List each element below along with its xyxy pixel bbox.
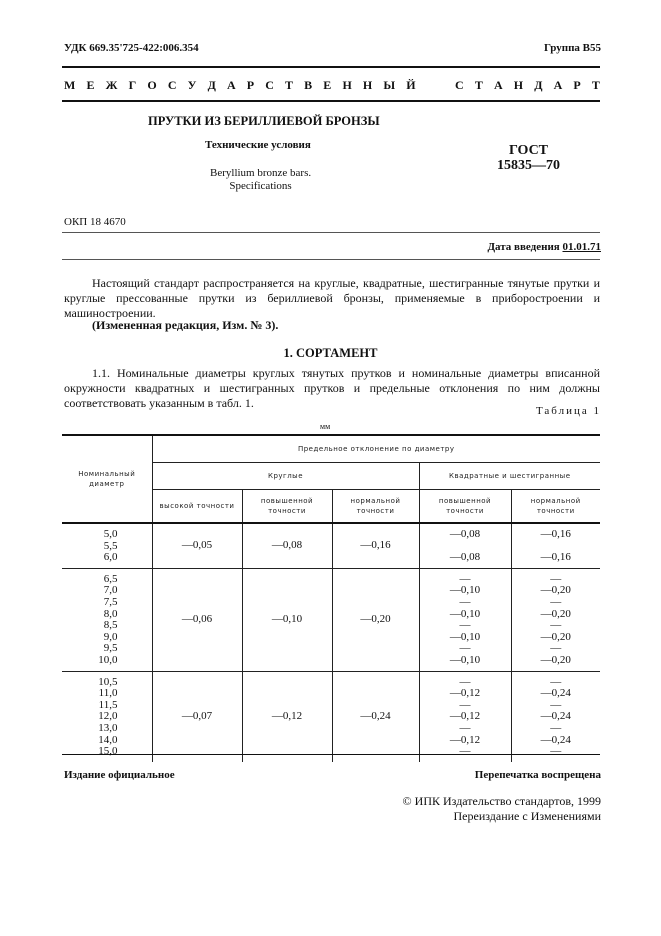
- sq-raised-deviation-value: —: [459, 572, 471, 585]
- group-code: Группа В55: [543, 42, 601, 54]
- heading-letter: С: [265, 78, 274, 92]
- header-nominal-diameter: Номинальный диаметр: [62, 435, 152, 523]
- nominal-diameter-value: 10,0: [98, 653, 118, 666]
- sq-raised-deviation-value: —0,12: [449, 687, 481, 700]
- sq-normal-deviation-value: —: [550, 721, 562, 734]
- sq-normal-deviation-value: —0,16: [540, 551, 571, 564]
- heading-letter: С: [167, 78, 177, 92]
- nominal-diameter-value: 6,0: [103, 551, 118, 564]
- heading-letter: А: [553, 78, 563, 92]
- header-sq-normal-precision: нормальной точности: [530, 496, 581, 515]
- nominal-diameter-value: 13,0: [98, 721, 118, 734]
- okp-code: ОКП 18 4670: [64, 216, 126, 228]
- heading-letter: [427, 78, 430, 93]
- heading-letter: Т: [474, 78, 483, 92]
- header-round: Круглые: [152, 462, 419, 489]
- gost-number: [497, 143, 560, 173]
- header-deviation: Предельное отклонение по диаметру: [152, 435, 600, 462]
- english-title-line1: Beryllium bronze bars.: [210, 167, 312, 179]
- heading-letter: Т: [285, 78, 294, 92]
- sq-raised-deviation-value: —: [459, 675, 471, 688]
- sq-raised-deviation-value: —: [459, 721, 471, 734]
- nominal-diameter: [62, 671, 152, 762]
- intro-paragraph: Настоящий стандарт распространяется на круглые, квадратные, шестигранные тянутые прутки и круглые прессованные прутки из бериллиевой бронзы, применяемые в приборостроении и машиностроении.: [64, 276, 600, 320]
- heading-letter: Ж: [105, 78, 118, 92]
- document-subtitle: Технические условия: [205, 139, 311, 151]
- sq-normal-deviation-value: —0,16: [540, 528, 571, 540]
- nominal-diameter-value: 8,0: [103, 607, 118, 620]
- normal-precision-deviation: —0,20: [332, 568, 419, 671]
- okp-rule: [62, 232, 600, 233]
- sq-raised-deviation-value: —: [459, 619, 471, 632]
- heading-letter: Н: [342, 78, 352, 92]
- table-unit: мм: [320, 422, 331, 431]
- sq-normal-deviation-value: —0,20: [540, 630, 571, 643]
- sq-raised-deviation-value: —: [459, 642, 471, 655]
- reissue-note: Переиздание с Изменениями: [453, 809, 601, 823]
- sq-raised-deviation: [419, 568, 511, 671]
- sq-normal-deviation-value: —0,24: [540, 733, 571, 746]
- table-row: [62, 568, 600, 671]
- heading-letter: А: [493, 78, 503, 92]
- nominal-diameter-value: 8,5: [103, 619, 118, 632]
- official-edition: Издание официальное: [64, 769, 175, 781]
- high-precision-deviation: —0,07: [152, 671, 242, 762]
- heading-letter: О: [147, 78, 157, 92]
- sq-normal-deviation: [511, 568, 600, 671]
- header-high-precision: высокой точности: [152, 489, 242, 523]
- nominal-diameter-value: 9,0: [103, 630, 118, 643]
- sq-normal-deviation-value: —0,24: [540, 687, 571, 700]
- interstate-standard-heading: [64, 78, 600, 93]
- nominal-diameter-value: 7,5: [103, 595, 118, 608]
- normal-precision-deviation: —0,16: [332, 523, 419, 568]
- table-row: [62, 523, 600, 568]
- udk-code: УДК 669.35'725-422:006.354: [64, 42, 199, 54]
- effective-date-value: 01.01.71: [562, 241, 601, 253]
- reprint-prohibited: Перепечатка воспрещена: [474, 769, 601, 781]
- sq-normal-deviation: [511, 671, 600, 762]
- english-title: [210, 167, 311, 193]
- top-rule: [62, 66, 600, 68]
- table-row: [62, 671, 600, 762]
- sq-raised-deviation-value: —0,10: [449, 630, 481, 643]
- heading-letter: А: [226, 78, 236, 92]
- nominal-diameter: [62, 523, 152, 568]
- raised-precision-deviation: —0,10: [242, 568, 332, 671]
- gost-label: ГОСТ: [508, 143, 549, 158]
- nominal-diameter-value: 12,0: [98, 710, 118, 723]
- copyright: © ИПК Издательство стандартов, 1999: [402, 794, 601, 808]
- heading-letter: [441, 78, 444, 93]
- sq-normal-deviation-value: —0,20: [540, 607, 571, 620]
- sq-raised-deviation: [419, 671, 511, 762]
- footer-rule: [62, 754, 600, 755]
- sq-normal-deviation-value: —: [550, 675, 562, 688]
- nominal-diameter-value: 11,5: [98, 698, 118, 711]
- deviation-table: [62, 434, 600, 762]
- sq-normal-deviation-value: —: [550, 572, 562, 585]
- heading-letter: М: [64, 78, 76, 92]
- copyright-block: [403, 794, 601, 824]
- header-sq-raised-precision: повышенной точности: [419, 489, 511, 523]
- sq-normal-deviation-value: —0,20: [540, 584, 571, 597]
- table-number: Таблица 1: [535, 405, 601, 417]
- nominal-diameter-value: 5,5: [103, 539, 118, 552]
- sq-normal-deviation-value: —: [550, 745, 562, 758]
- header-square-hex: Квадратные и шестигранные: [419, 462, 600, 489]
- heading-letter: В: [304, 78, 313, 92]
- sq-raised-deviation-value: —0,10: [449, 653, 481, 666]
- effective-date-label: Дата введения: [487, 241, 560, 253]
- nominal-diameter-value: 11,0: [98, 687, 118, 700]
- sq-normal-deviation-value: —: [550, 595, 562, 608]
- english-title-line2: Specifications: [229, 180, 292, 192]
- heading-letter: Е: [86, 78, 95, 92]
- heading-letter: Р: [573, 78, 581, 92]
- sq-raised-deviation: [419, 523, 511, 568]
- raised-precision-deviation: —0,08: [242, 523, 332, 568]
- sq-normal-deviation-value: —: [550, 619, 562, 632]
- heading-letter: Й: [406, 78, 416, 92]
- heading-letter: Д: [534, 78, 543, 92]
- sq-raised-deviation-value: —0,10: [449, 607, 481, 620]
- heading-letter: Т: [591, 78, 600, 92]
- sq-raised-deviation-value: —0,12: [449, 733, 481, 746]
- sq-normal-deviation-value: —0,20: [540, 653, 571, 666]
- document-title: ПРУТКИ ИЗ БЕРИЛЛИЕВОЙ БРОНЗЫ: [148, 114, 380, 128]
- normal-precision-deviation: —0,24: [332, 671, 419, 762]
- section-title: 1. СОРТАМЕНТ: [283, 346, 378, 360]
- heading-rule: [62, 100, 600, 102]
- heading-letter: С: [455, 78, 464, 92]
- nominal-diameter: [62, 568, 152, 671]
- high-precision-deviation: —0,06: [152, 568, 242, 671]
- heading-letter: Н: [513, 78, 524, 92]
- sq-normal-deviation: [511, 523, 600, 568]
- heading-letter: Н: [362, 78, 373, 92]
- effective-date: [487, 241, 601, 253]
- high-precision-deviation: —0,05: [152, 523, 242, 568]
- nominal-diameter-value: 10,5: [98, 675, 118, 688]
- sq-raised-deviation-value: —0,10: [449, 584, 481, 597]
- gost-code: 15835—70: [497, 158, 560, 173]
- amendment-note: (Измененная редакция, Изм. № 3).: [92, 318, 279, 332]
- nominal-diameter-value: 9,5: [103, 642, 118, 655]
- sq-normal-deviation-value: —0,24: [540, 710, 571, 723]
- sq-raised-deviation-value: —: [459, 595, 471, 608]
- heading-letter: Д: [207, 78, 216, 92]
- heading-letter: У: [187, 78, 197, 92]
- sq-raised-deviation-value: —: [459, 745, 471, 758]
- nominal-diameter-value: 15,0: [98, 745, 118, 758]
- sq-normal-deviation-value: —: [550, 642, 562, 655]
- heading-letter: Е: [323, 78, 332, 92]
- sq-raised-deviation-value: —: [459, 698, 471, 711]
- nominal-diameter-value: 14,0: [98, 733, 118, 746]
- heading-letter: Р: [246, 78, 255, 92]
- sq-normal-deviation-value: —: [550, 698, 562, 711]
- clause-1-1: 1.1. Номинальные диаметры круглых тянутых прутков и номинальные диаметры вписанной окружности квадратных и шестигранных прутков и предельные отклонения по ним должны соответствовать указанным в табл. 1.: [64, 366, 600, 410]
- nominal-diameter-value: 5,0: [103, 528, 118, 540]
- raised-precision-deviation: —0,12: [242, 671, 332, 762]
- sq-raised-deviation-value: —0,08: [449, 528, 481, 540]
- header-normal-precision: нормальной точности: [332, 489, 419, 523]
- nominal-diameter-value: 7,0: [103, 584, 118, 597]
- heading-letter: Г: [128, 78, 137, 92]
- sq-raised-deviation-value: —0,08: [449, 551, 481, 564]
- header-raised-precision: повышенной точности: [242, 489, 332, 523]
- sq-raised-deviation-value: —0,12: [449, 710, 481, 723]
- heading-letter: Ы: [383, 78, 396, 92]
- date-rule: [62, 259, 600, 260]
- nominal-diameter-value: 6,5: [103, 572, 118, 585]
